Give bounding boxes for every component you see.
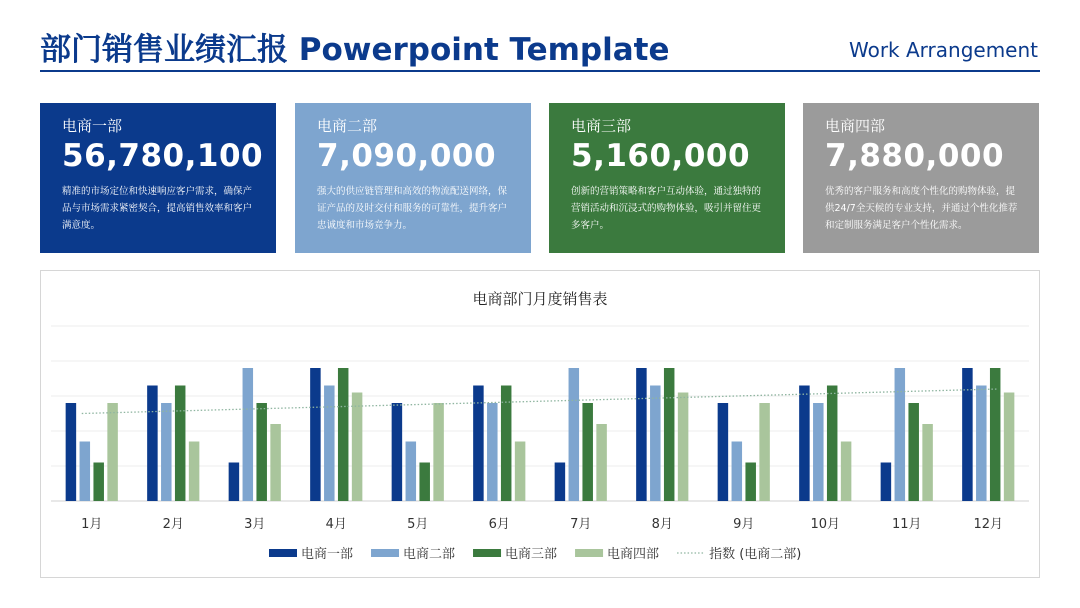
- bar: [922, 424, 933, 501]
- x-tick-label: 8月: [651, 517, 673, 532]
- x-tick-label: 10月: [810, 517, 841, 532]
- card-dept-1: [40, 103, 276, 253]
- x-tick-label: 9月: [733, 517, 755, 532]
- card-description: 强大的供应链管理和高效的物流配送网络，保证产品的及时交付和服务的可靠性，提升客户忠诚度和市场竞争力。: [317, 186, 508, 231]
- bar: [189, 442, 200, 502]
- legend-label: 电商一部: [301, 547, 354, 562]
- bar: [147, 386, 158, 502]
- card-value: 7,090,000: [317, 138, 497, 174]
- x-tick-label: 3月: [244, 517, 266, 532]
- bar: [392, 403, 403, 501]
- card-name: 电商四部: [825, 117, 886, 135]
- legend-swatch: [473, 549, 501, 557]
- bar: [596, 424, 607, 501]
- bar: [338, 368, 349, 501]
- card-description: 创新的营销策略和客户互动体验，通过独特的营销活动和沉浸式的购物体验，吸引并留住更多客户。: [571, 186, 762, 231]
- card-name: 电商二部: [317, 117, 378, 135]
- bar: [827, 386, 838, 502]
- bar: [895, 368, 906, 501]
- legend-swatch: [575, 549, 603, 557]
- bar: [732, 442, 743, 502]
- card-dept-2: [295, 103, 531, 253]
- bar: [243, 368, 254, 501]
- bar: [433, 403, 444, 501]
- bar: [406, 442, 417, 502]
- bar: [636, 368, 647, 501]
- x-tick-label: 2月: [162, 517, 184, 532]
- page-subtitle: Work Arrangement: [848, 38, 1038, 62]
- bar: [841, 442, 852, 502]
- x-tick-label: 7月: [570, 517, 592, 532]
- x-tick-label: 6月: [488, 517, 510, 532]
- bar: [161, 403, 172, 501]
- bar: [976, 386, 987, 502]
- trendline: [82, 389, 999, 414]
- legend-swatch: [371, 549, 399, 557]
- card-value: 56,780,100: [62, 138, 264, 174]
- card-description: 精准的市场定位和快速响应客户需求，确保产品与市场需求紧密契合，提高销售效率和客户满意度。: [62, 186, 253, 231]
- bar: [555, 463, 566, 502]
- bar: [93, 463, 104, 502]
- x-tick-label: 11月: [891, 517, 922, 532]
- bar: [990, 368, 1001, 501]
- bar: [324, 386, 335, 502]
- bar: [881, 463, 892, 502]
- chart-frame: [40, 270, 1040, 578]
- bar: [419, 463, 430, 502]
- legend-label: 指数 (电商二部): [709, 547, 802, 562]
- bar: [569, 368, 580, 501]
- bar: [66, 403, 77, 501]
- card-dept-4: [803, 103, 1039, 253]
- card-name: 电商三部: [571, 117, 632, 135]
- x-tick-label: 5月: [407, 517, 429, 532]
- bar: [664, 368, 675, 501]
- x-tick-label: 12月: [973, 517, 1004, 532]
- bar: [759, 403, 770, 501]
- bar: [270, 424, 281, 501]
- bar: [310, 368, 321, 501]
- legend-swatch: [269, 549, 297, 557]
- bar: [745, 463, 756, 502]
- bar: [799, 386, 810, 502]
- bar: [813, 403, 824, 501]
- x-tick-label: 1月: [81, 517, 103, 532]
- chart-title: 电商部门月度销售表: [472, 290, 608, 308]
- bar: [1004, 393, 1015, 502]
- bar: [80, 442, 91, 502]
- bar: [487, 403, 498, 501]
- bar: [718, 403, 729, 501]
- legend-label: 电商二部: [403, 547, 456, 562]
- bar: [650, 386, 661, 502]
- monthly-sales-chart: [41, 271, 1039, 577]
- bar: [229, 463, 240, 502]
- bar: [582, 403, 593, 501]
- bar: [352, 393, 363, 502]
- card-name: 电商一部: [62, 117, 123, 135]
- bar: [256, 403, 267, 501]
- bar: [678, 393, 689, 502]
- legend-label: 电商三部: [505, 547, 558, 562]
- card-dept-3: [549, 103, 785, 253]
- bar: [908, 403, 919, 501]
- card-description: 优秀的客户服务和高度个性化的购物体验，提供24/7全天候的专业支持，并通过个性化推荐和定制服务满足客户个性化需求。: [825, 186, 1018, 231]
- card-value: 7,880,000: [825, 138, 1005, 174]
- bar: [515, 442, 526, 502]
- bar: [107, 403, 118, 501]
- bar: [962, 368, 973, 501]
- x-tick-label: 4月: [325, 517, 347, 532]
- legend-label: 电商四部: [607, 547, 660, 562]
- title-divider: [40, 70, 1040, 72]
- card-value: 5,160,000: [571, 138, 751, 174]
- page-title: 部门销售业绩汇报 Powerpoint Template: [40, 32, 670, 68]
- bar: [175, 386, 186, 502]
